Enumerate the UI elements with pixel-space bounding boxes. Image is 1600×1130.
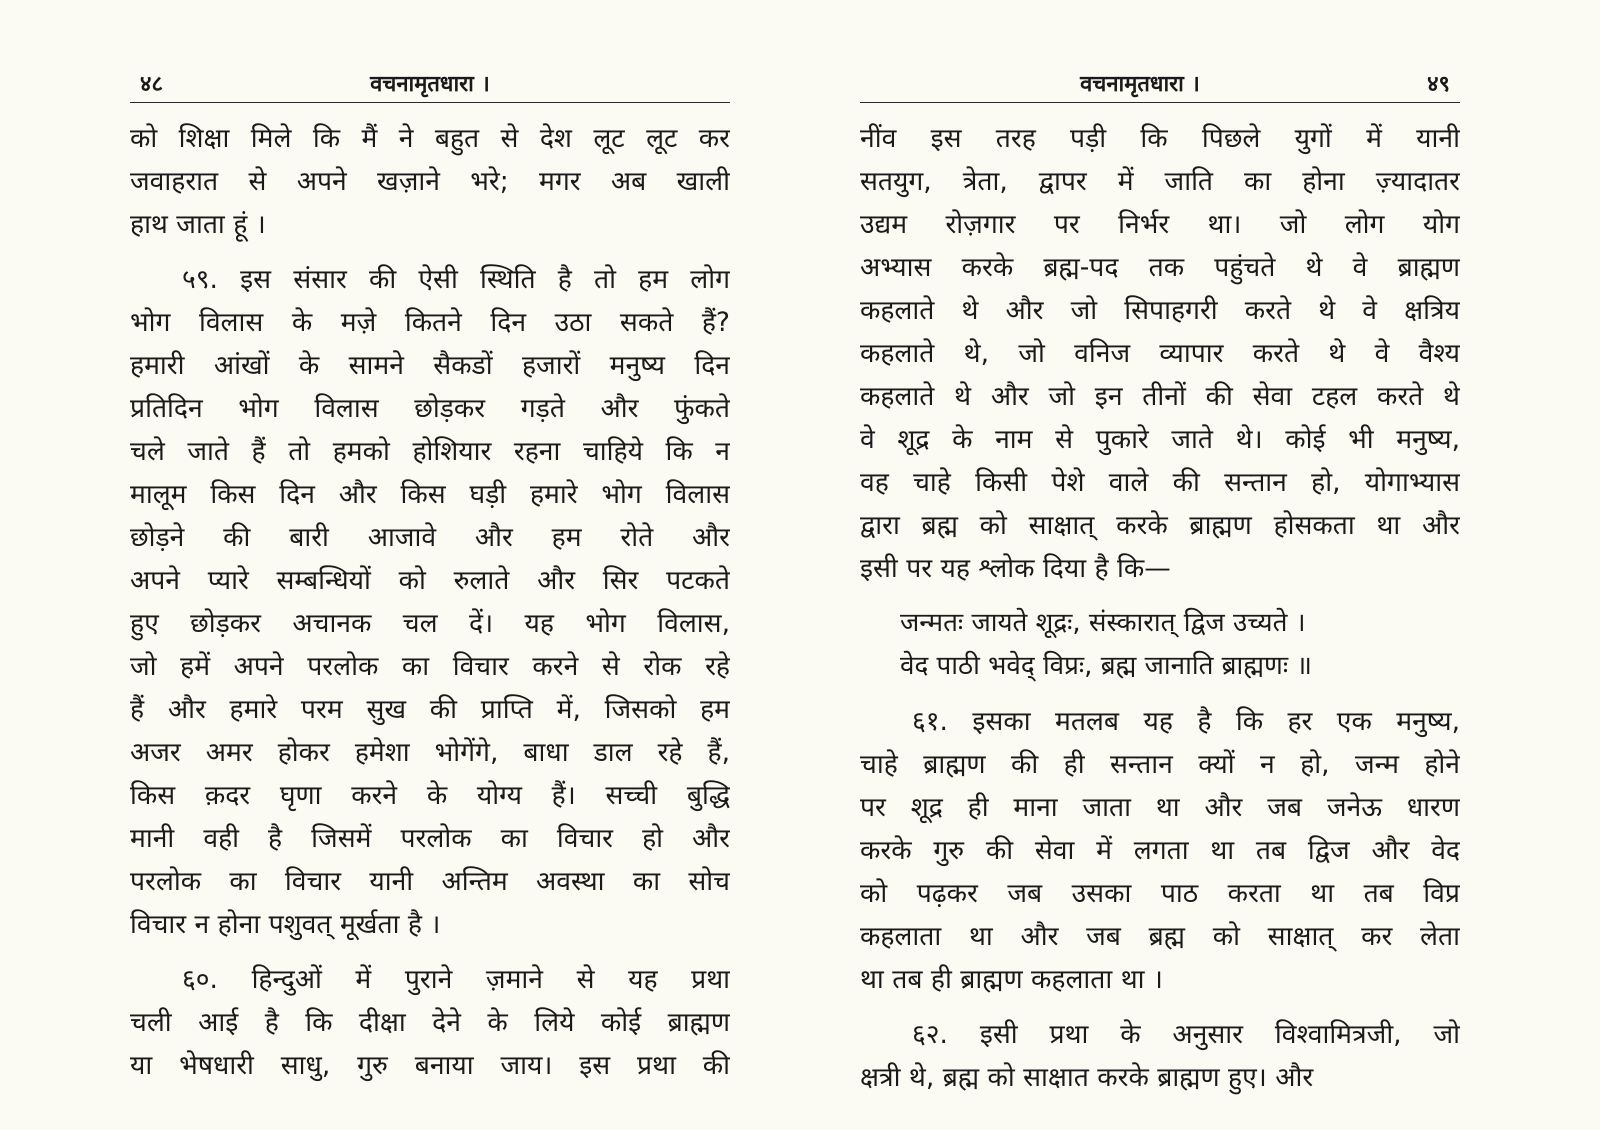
text-line: किस क़दर घृणा करने के योग्य हैं। सच्ची बुद्धि (130, 780, 730, 811)
text-line: सतयुग, त्रेता, द्वापर में जाति का होना ज़्यादातर (860, 166, 1460, 197)
right-running-head (860, 58, 1460, 103)
paragraph-gap (860, 688, 1460, 700)
text-line: कहलाते थे और जो सिपाहगरी करते थे वे क्षत्रिय (860, 295, 1460, 326)
text-line: जो हमें अपने परलोक का विचार करने से रोक रहे (130, 651, 730, 682)
text-line: वे शूद्र के नाम से पुकारे जाते थे। कोई भी मनुष्य, (860, 424, 1460, 455)
text-line: चली आई है कि दीक्षा देने के लिये कोई ब्राह्मण (130, 1007, 730, 1038)
text-line: हुए छोड़कर अचानक चल दें। यह भोग विलास, (130, 608, 730, 639)
text-line: इसी पर यह श्लोक दिया है कि— (860, 553, 1171, 584)
text-line: करके गुरु की सेवा में लगता था तब द्विज और वेद (860, 835, 1460, 866)
text-line: जवाहरात से अपने खज़ाने भरे; मगर अब खाली (130, 166, 730, 197)
text-line: द्वारा ब्रह्म को साक्षात् करके ब्राह्मण होसकता था और (860, 510, 1460, 541)
text-line: अजर अमर होकर हमेशा भोगेंगे, बाधा डाल रहे हैं, (130, 737, 730, 768)
paragraph-gap (860, 1001, 1460, 1013)
paragraph-gap (860, 590, 1460, 602)
text-line: छोड़ने की बारी आजावे और हम रोते और (130, 522, 730, 553)
text-line: कहलाते थे, जो वनिज व्यापार करते थे वे वैश्य (860, 338, 1460, 369)
text-line: विचार न होना पशुवत् मूर्खता है । (130, 909, 441, 940)
text-line: ५९. इस संसार की ऐसी स्थिति है तो हम लोग (182, 264, 730, 295)
left-running-head (130, 58, 730, 103)
text-line: अपने प्यारे सम्बन्धियों को रुलाते और सिर पटकते (130, 565, 730, 596)
text-line: को पढ़कर जब उसका पाठ करता था तब विप्र (860, 878, 1460, 909)
left-page-number: ४८ (140, 71, 163, 97)
text-line: हमारी आंखों के सामने सैकडों हजारों मनुष्य दिन (130, 350, 730, 381)
text-line: नींव इस तरह पड़ी कि पिछले युगों में यानी (860, 123, 1460, 154)
text-line: चले जाते हैं तो हमको होशियार रहना चाहिये कि न (130, 436, 730, 467)
right-running-title: वचनामृतधारा । (1080, 71, 1200, 97)
text-line: ६२. इसी प्रथा के अनुसार विश्वामित्रजी, जो (912, 1019, 1460, 1050)
text-line: पर शूद्र ही माना जाता था और जब जनेऊ धारण (860, 792, 1460, 823)
text-line: भोग विलास के मज़े कितने दिन उठा सकते हैं? (130, 307, 730, 338)
text-line: हैं और हमारे परम सुख की प्राप्ति में, जिसको हम (130, 694, 730, 725)
text-line: क्षत्री थे, ब्रह्म को साक्षात करके ब्राह्मण हुए। और (860, 1062, 1314, 1093)
right-page-number: ४९ (1427, 71, 1450, 97)
left-page-body (130, 117, 730, 1087)
text-line: कहलाते थे और जो इन तीनों की सेवा टहल करते थे (860, 381, 1460, 412)
text-line: चाहे ब्राह्मण की ही सन्तान क्यों न हो, जन्म होने (860, 749, 1460, 780)
text-line: था तब ही ब्राह्मण कहलाता था । (860, 964, 1163, 995)
text-line: हाथ जाता हूं । (130, 209, 266, 240)
right-page (860, 58, 1460, 1108)
text-line: परलोक का विचार यानी अन्तिम अवस्था का सोच (130, 866, 730, 897)
paragraph-gap (130, 246, 730, 258)
text-line: कहलाता था और जब ब्रह्म को साक्षात् कर लेता (860, 921, 1460, 952)
text-line: मालूम किस दिन और किस घड़ी हमारे भोग विलास (130, 479, 730, 510)
text-line: को शिक्षा मिले कि मैं ने बहुत से देश लूट लूट कर (130, 123, 730, 154)
left-running-title: वचनामृतधारा । (370, 71, 490, 97)
verse-line: वेद पाठी भवेद् विप्रः, ब्रह्म जानाति ब्राह्मणः ॥ (900, 651, 1312, 681)
text-line: ६१. इसका मतलब यह है कि हर एक मनुष्य, (912, 706, 1460, 737)
text-line: मानी वही है जिसमें परलोक का विचार हो और (130, 823, 730, 854)
right-page-body (860, 117, 1460, 1099)
text-line: वह चाहे किसी पेशे वाले की सन्तान हो, योगाभ्यास (860, 467, 1460, 498)
text-line: या भेषधारी साधु, गुरु बनाया जाय। इस प्रथा की (130, 1050, 730, 1081)
text-line: प्रतिदिन भोग विलास छोड़कर गड़ते और फुंकते (130, 393, 730, 424)
left-page (130, 58, 730, 1108)
text-line: उद्यम रोज़गार पर निर्भर था। जो लोग योग (860, 209, 1460, 240)
verse-line: जन्मतः जायते शूद्रः, संस्कारात् द्विज उच्यते । (900, 608, 1306, 638)
paragraph-gap (130, 946, 730, 958)
text-line: अभ्यास करके ब्रह्म-पद तक पहुंचते थे वे ब्राह्मण (860, 252, 1460, 283)
text-line: ६०. हिन्दुओं में पुराने ज़माने से यह प्रथा (182, 964, 730, 995)
